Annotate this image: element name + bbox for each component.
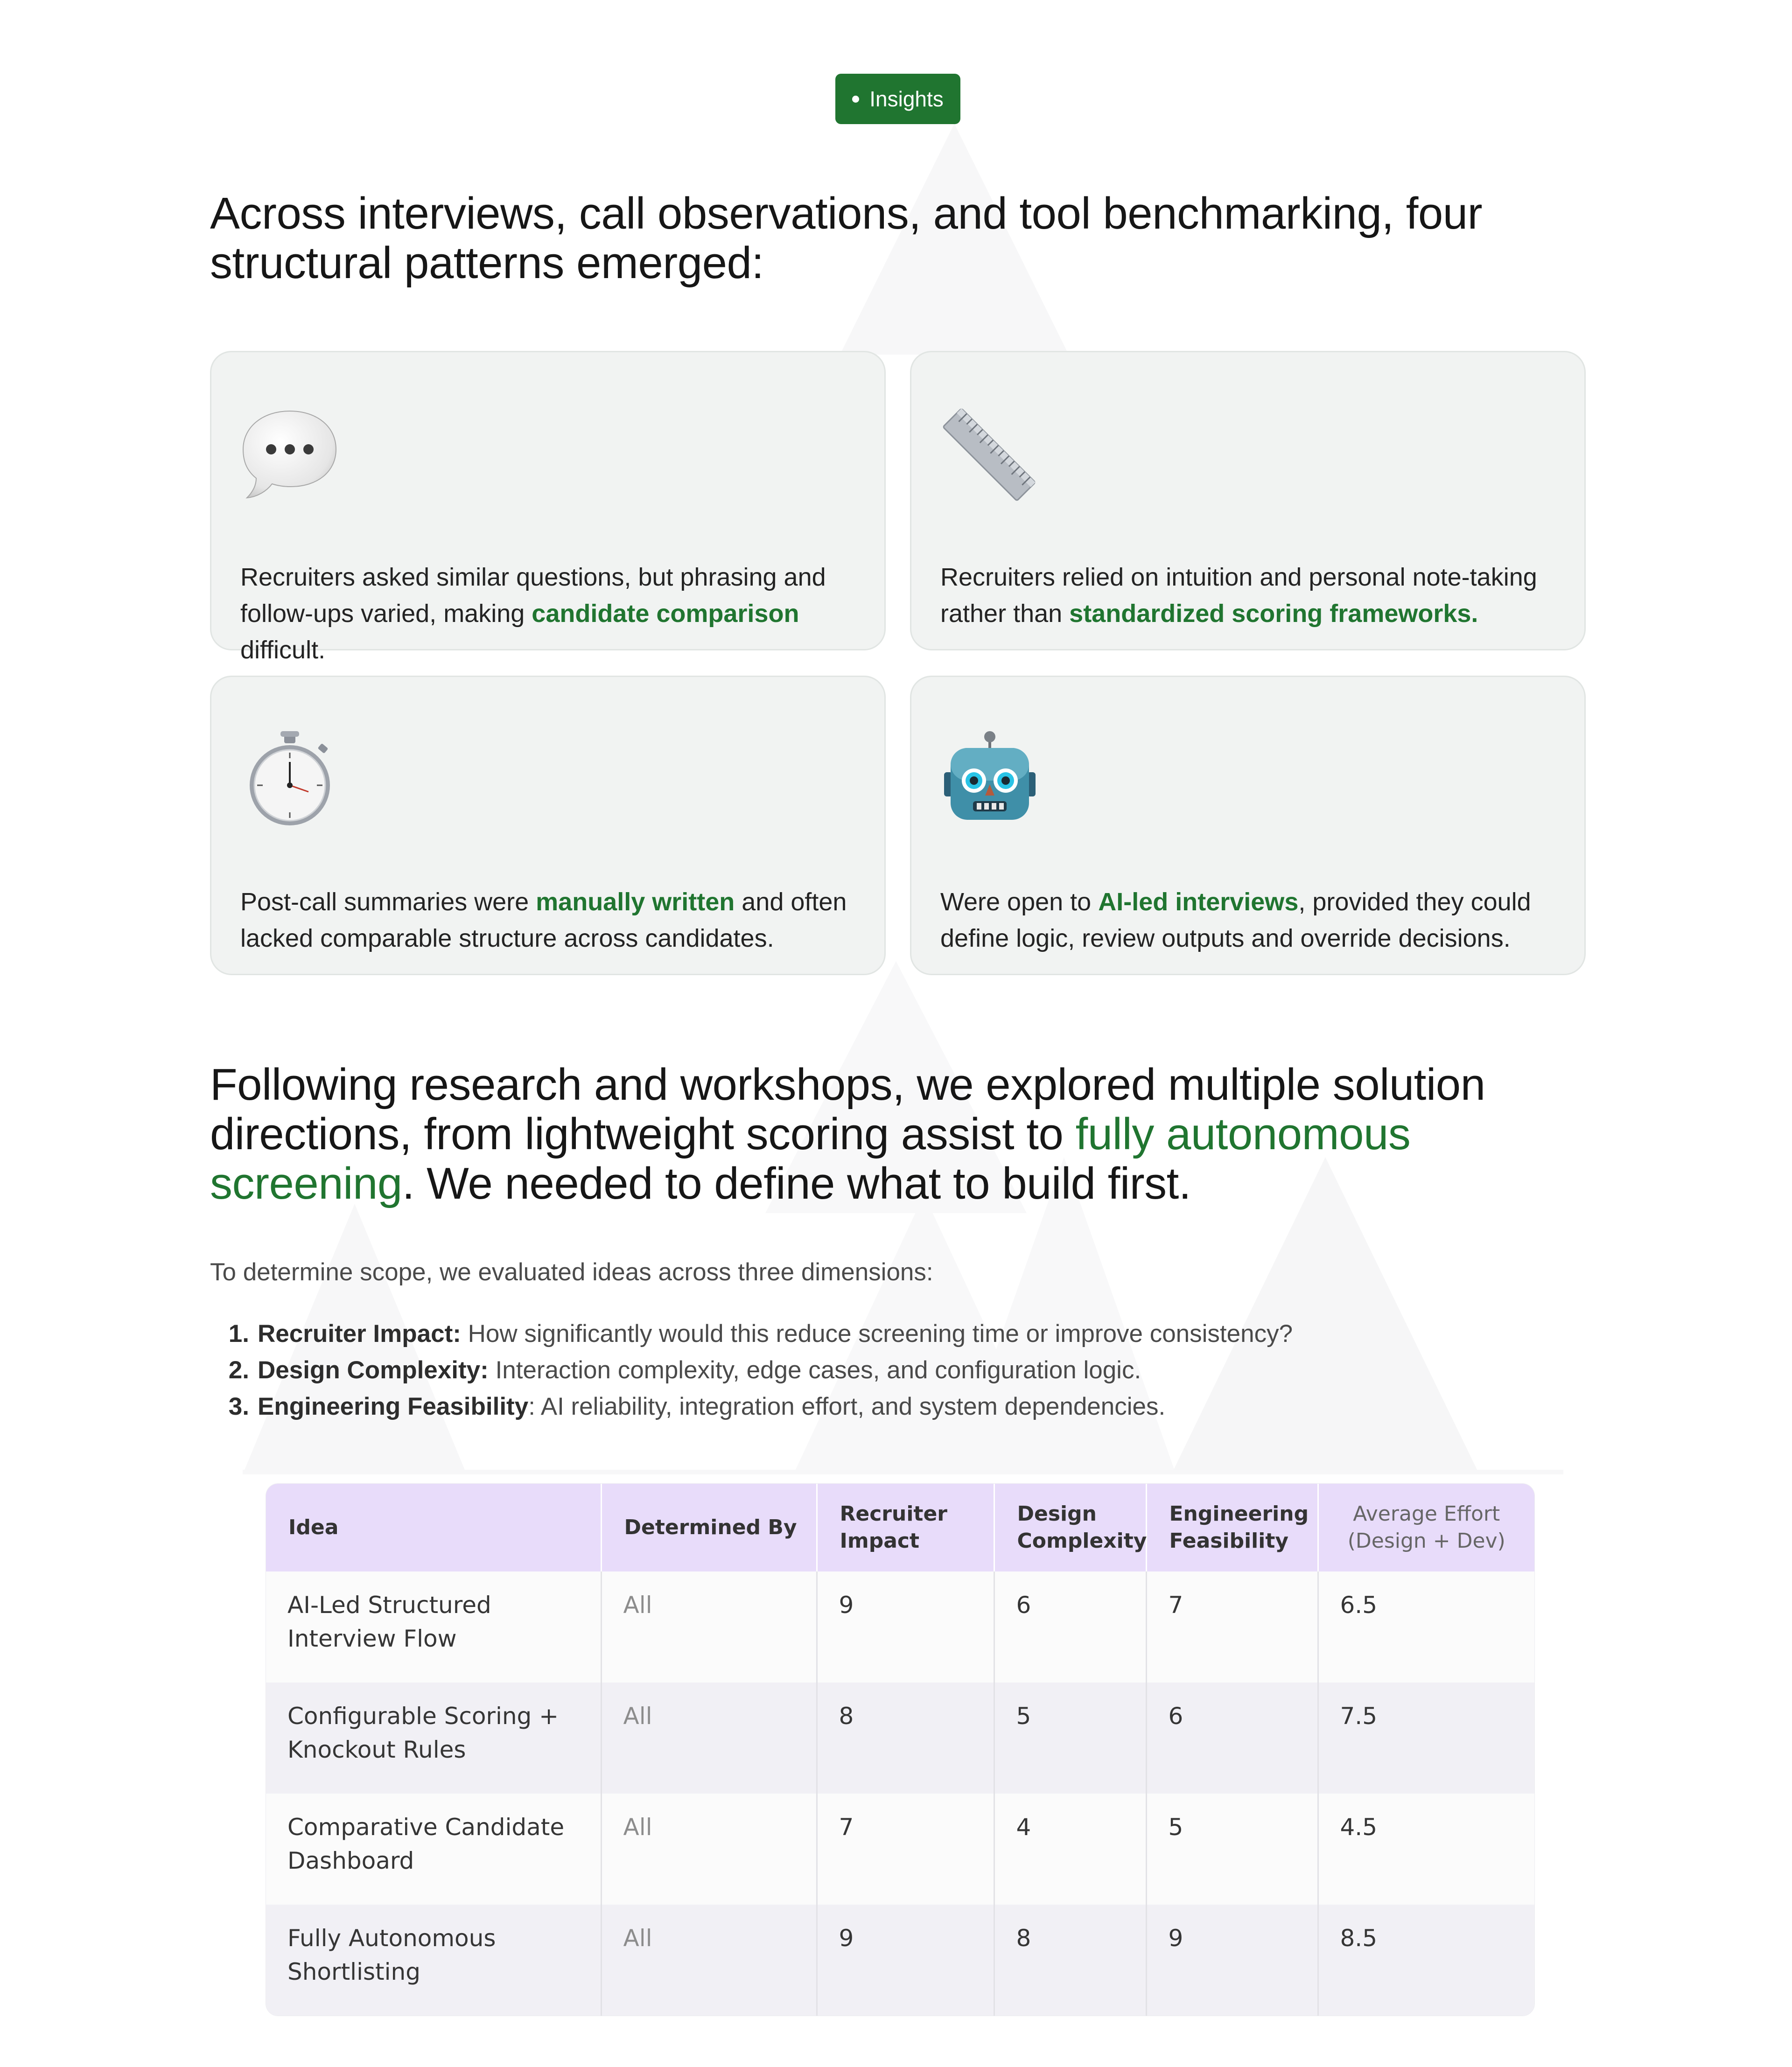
table-cell: 9 bbox=[817, 1905, 994, 2016]
dimensions-list bbox=[210, 1316, 1293, 1425]
card-highlight: manually written bbox=[536, 888, 735, 916]
robot-icon bbox=[940, 729, 1039, 828]
column-header: Design Complexity bbox=[994, 1484, 1146, 1571]
list-item: 1. Recruiter Impact: How significantly would this reduce screening time or improve consistency? bbox=[228, 1320, 1293, 1348]
column-header: Determined By bbox=[601, 1484, 817, 1571]
column-header: Average Effort (Design + Dev) bbox=[1318, 1484, 1534, 1571]
heading-highlight: fully autonomous screening bbox=[210, 1109, 1411, 1208]
bullet-dot-icon bbox=[852, 96, 859, 103]
table-cell: 5 bbox=[994, 1683, 1146, 1794]
insights-badge bbox=[835, 74, 960, 124]
card-highlight: standardized scoring frameworks. bbox=[1069, 600, 1478, 628]
section-heading: Across interviews, call observations, and tool benchmarking, four structural patterns emerged: bbox=[210, 189, 1483, 288]
card-text: Post-call summaries were manually written and often lacked comparable structure across candidates. bbox=[240, 888, 847, 952]
table-cell: Comparative Candidate Dashboard bbox=[266, 1794, 601, 1905]
insight-card-summaries bbox=[210, 676, 886, 975]
evaluation-table bbox=[266, 1484, 1534, 2016]
column-header: Idea bbox=[266, 1484, 601, 1571]
ruler-icon bbox=[940, 405, 1039, 503]
speech-bubble-icon bbox=[240, 405, 339, 503]
table-row bbox=[266, 1905, 1534, 2016]
column-header: Recruiter Impact bbox=[817, 1484, 994, 1571]
card-text: Recruiters asked similar questions, but phrasing and follow-ups varied, making candidate comparison difficult. bbox=[240, 563, 826, 664]
intro-text: To determine scope, we evaluated ideas across three dimensions: bbox=[210, 1258, 933, 1286]
list-item: 3. Engineering Feasibility: AI reliability, integration effort, and system dependencies. bbox=[228, 1393, 1166, 1420]
table-cell: 6 bbox=[1146, 1683, 1318, 1794]
card-highlight: candidate comparison bbox=[532, 600, 799, 628]
table-cell: All bbox=[601, 1905, 817, 2016]
insight-card-comparison bbox=[210, 351, 886, 664]
table-cell: 7.5 bbox=[1318, 1683, 1534, 1794]
table-cell: 6.5 bbox=[1318, 1571, 1534, 1683]
table-cell: 4 bbox=[994, 1794, 1146, 1905]
table-cell: Fully Autonomous Shortlisting bbox=[266, 1905, 601, 2016]
table-row bbox=[266, 1683, 1534, 1794]
table-cell: Configurable Scoring + Knockout Rules bbox=[266, 1683, 601, 1794]
table-cell: All bbox=[601, 1794, 817, 1905]
badge-label: Insights bbox=[869, 87, 944, 111]
table-cell: 7 bbox=[1146, 1571, 1318, 1683]
table-row bbox=[266, 1571, 1534, 1683]
table-cell: 8 bbox=[817, 1683, 994, 1794]
table-cell: 5 bbox=[1146, 1794, 1318, 1905]
table-cell: 9 bbox=[817, 1571, 994, 1683]
table-cell: AI-Led Structured Interview Flow bbox=[266, 1571, 601, 1683]
insight-card-scoring bbox=[910, 351, 1586, 650]
table-cell: All bbox=[601, 1683, 817, 1794]
list-item: 2. Design Complexity: Interaction complexity, edge cases, and configuration logic. bbox=[228, 1356, 1141, 1384]
table-cell: 6 bbox=[994, 1571, 1146, 1683]
column-header: Engineering Feasibility bbox=[1146, 1484, 1318, 1571]
table-cell: 4.5 bbox=[1318, 1794, 1534, 1905]
table-header-row bbox=[266, 1484, 1534, 1571]
stopwatch-icon bbox=[240, 729, 339, 828]
table-cell: All bbox=[601, 1571, 817, 1683]
table-cell: 8 bbox=[994, 1905, 1146, 2016]
table-cell: 8.5 bbox=[1318, 1905, 1534, 2016]
table-row bbox=[266, 1794, 1534, 1905]
card-text: Recruiters relied on intuition and personal note-taking rather than standardized scoring frameworks. bbox=[940, 563, 1537, 628]
solution-heading: Following research and workshops, we explored multiple solution directions, from lightweight scoring assist to fully autonomous screening. We needed to define what to build first. bbox=[210, 1060, 1485, 1208]
insight-card-ai bbox=[910, 676, 1586, 975]
table-cell: 7 bbox=[817, 1794, 994, 1905]
card-text: Were open to AI-led interviews, provided they could define logic, review outputs and override decisions. bbox=[940, 888, 1531, 952]
card-highlight: AI-led interviews bbox=[1098, 888, 1299, 916]
table-cell: 9 bbox=[1146, 1905, 1318, 2016]
